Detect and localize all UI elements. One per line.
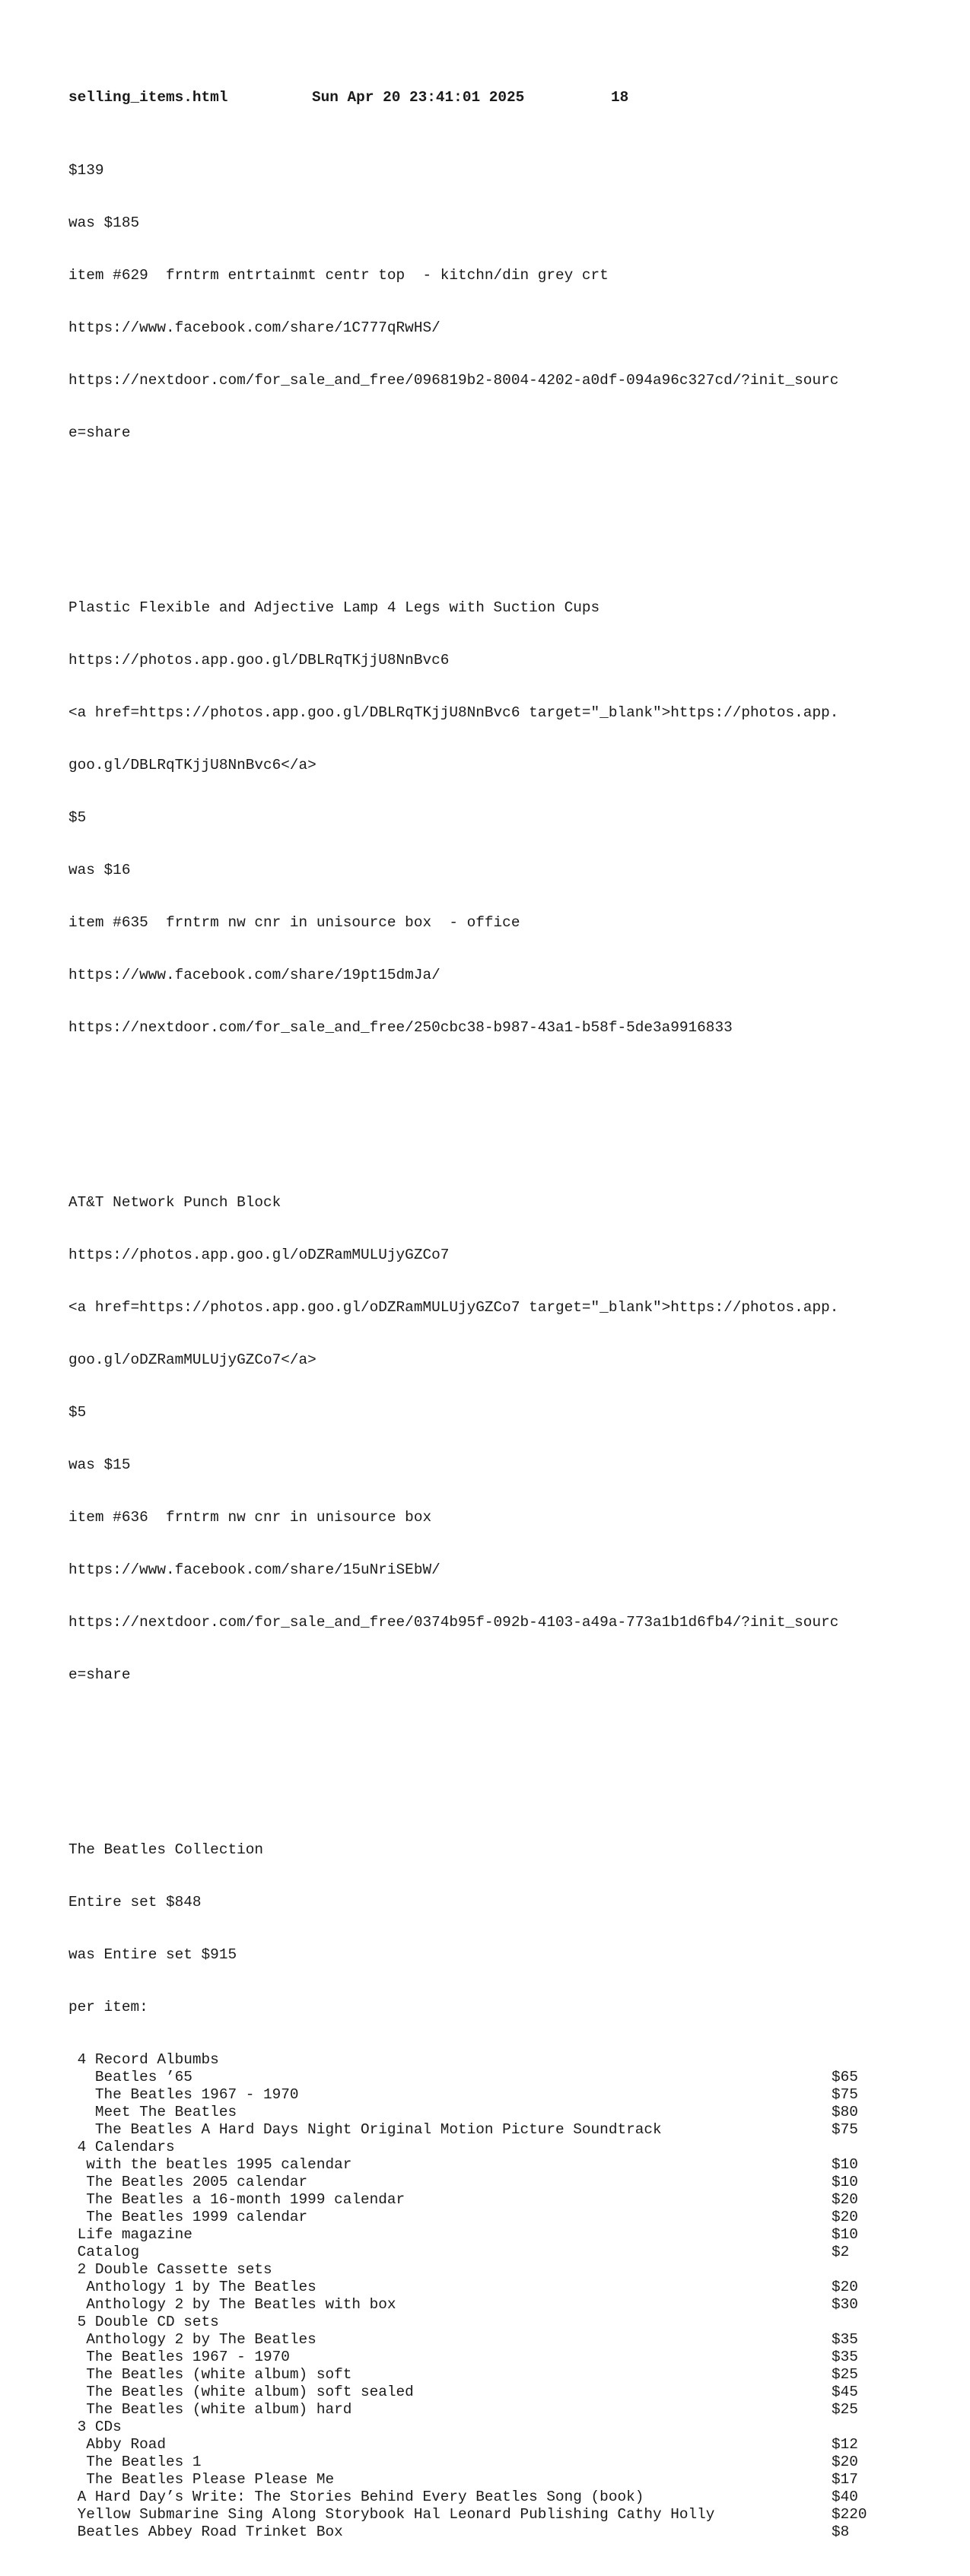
collection-item-price: $75 [832, 2121, 858, 2138]
collection-item-price: $8 [832, 2524, 850, 2540]
collection-item-row [68, 2121, 913, 2139]
anchor-html-cont: goo.gl/oDZRamMULUjyGZCo7</a> [68, 1352, 316, 1368]
collection-item-label: 4 Record Albumbs [68, 2051, 219, 2068]
listing-item-number: item #629 frntrm entrtainmt centr top - kitchn/din grey crt [68, 267, 609, 284]
collection-item-row [68, 2506, 913, 2524]
nextdoor-link-cont: e=share [68, 424, 131, 441]
listing-was-price: was $15 [68, 1456, 131, 1473]
collection-item-label: Anthology 1 by The Beatles [68, 2279, 316, 2295]
collection-item-label: 4 Calendars [68, 2139, 175, 2155]
collection-item-price: $10 [832, 2174, 858, 2190]
collection-item-label: Anthology 2 by The Beatles [68, 2331, 316, 2348]
collection-item-row [68, 2454, 913, 2471]
collection-item-price: $20 [832, 2279, 858, 2295]
collection-set-price: Entire set $848 [68, 1894, 202, 1911]
collection-item-row [68, 2209, 913, 2226]
print-header [68, 85, 913, 110]
collection-item-price: $20 [832, 2209, 858, 2225]
collection-item-price: $20 [832, 2454, 858, 2470]
nextdoor-link: https://nextdoor.com/for_sale_and_free/096819b2-8004-4202-a0df-094a96c327cd/?init_sourc [68, 372, 839, 389]
collection-item-label: The Beatles (white album) soft [68, 2366, 352, 2383]
collection-item-label: Meet The Beatles [68, 2104, 237, 2120]
per-item-heading: per item: [68, 1999, 148, 2015]
collection-item-row [68, 2296, 913, 2314]
collection-was-price: was Entire set $915 [68, 1946, 237, 1963]
collection-item-list [68, 2051, 913, 2541]
collection-item-label: Anthology 2 by The Beatles with box [68, 2296, 396, 2313]
listing-price: $139 [68, 162, 104, 179]
collection-item-price: $25 [832, 2366, 858, 2383]
collection-item-label: Life magazine [68, 2226, 192, 2243]
collection-item-price: $17 [832, 2471, 858, 2488]
collection-item-row [68, 2051, 913, 2069]
collection-item-row [68, 2524, 913, 2541]
collection-item-row [68, 2191, 913, 2209]
collection-item-row [68, 2471, 913, 2489]
collection-item-price: $220 [832, 2506, 867, 2523]
collection-item-row [68, 2279, 913, 2296]
facebook-link: https://www.facebook.com/share/19pt15dmJa/ [68, 967, 440, 983]
collection-item-price: $35 [832, 2349, 858, 2365]
collection-item-row [68, 2331, 913, 2349]
header-filename: selling_items.html [68, 89, 228, 106]
collection-item-row [68, 2244, 913, 2261]
collection-item-price: $20 [832, 2191, 858, 2208]
collection-item-price: $2 [832, 2244, 850, 2260]
collection-item-label: Catalog [68, 2244, 140, 2260]
nextdoor-link: https://nextdoor.com/for_sale_and_free/0374b95f-092b-4103-a49a-773a1b1d6fb4/?init_sourc [68, 1614, 839, 1631]
collection-item-label: The Beatles 1 [68, 2454, 202, 2470]
listing-title: Plastic Flexible and Adjective Lamp 4 Legs with Suction Cups [68, 599, 600, 616]
collection-item-label: The Beatles a 16-month 1999 calendar [68, 2191, 405, 2208]
printed-page [68, 85, 913, 2576]
collection-item-price: $65 [832, 2069, 858, 2085]
collection-item-price: $45 [832, 2384, 858, 2400]
facebook-link: https://www.facebook.com/share/15uNriSEbW/ [68, 1561, 440, 1578]
collection-item-row [68, 2366, 913, 2384]
photo-link: https://photos.app.goo.gl/oDZRamMULUjyGZCo7 [68, 1247, 450, 1263]
collection-item-row [68, 2086, 913, 2104]
facebook-link: https://www.facebook.com/share/1C777qRwHS/ [68, 319, 440, 336]
collection-item-row [68, 2419, 913, 2436]
collection-item-label: The Beatles 1999 calendar [68, 2209, 308, 2225]
collection-item-label: The Beatles 1967 - 1970 [68, 2086, 299, 2103]
collection-item-row [68, 2174, 913, 2191]
collection-item-label: Beatles ’65 [68, 2069, 192, 2085]
nextdoor-link-cont: e=share [68, 1666, 131, 1683]
collection-item-label: A Hard Day’s Write: The Stories Behind Every Beatles Song (book) [68, 2489, 644, 2505]
collection-item-price: $10 [832, 2156, 858, 2173]
collection-item-label: The Beatles A Hard Days Night Original Motion Picture Soundtrack [68, 2121, 662, 2138]
header-page-number: 18 [611, 89, 629, 106]
listing-price: $5 [68, 1404, 87, 1421]
collection-item-price: $25 [832, 2401, 858, 2418]
listing-title: AT&T Network Punch Block [68, 1194, 281, 1211]
anchor-html: <a href=https://photos.app.goo.gl/oDZRamMULUjyGZCo7 target="_blank">https://photos.app. [68, 1299, 839, 1316]
listing-was-price: was $185 [68, 214, 140, 231]
collection-item-price: $35 [832, 2331, 858, 2348]
nextdoor-link: https://nextdoor.com/for_sale_and_free/250cbc38-b987-43a1-b58f-5de3a9916833 [68, 1019, 733, 1036]
anchor-html-cont: goo.gl/DBLRqTKjjU8NnBvc6</a> [68, 757, 316, 773]
collection-item-label: Beatles Abbey Road Trinket Box [68, 2524, 343, 2540]
collection-item-row [68, 2349, 913, 2366]
collection-item-label: The Beatles 1967 - 1970 [68, 2349, 290, 2365]
collection-item-price: $80 [832, 2104, 858, 2120]
collection-item-label: The Beatles 2005 calendar [68, 2174, 308, 2190]
collection-item-row [68, 2489, 913, 2506]
header-date: Sun Apr 20 23:41:01 2025 [312, 89, 525, 106]
collection-item-label: Abby Road [68, 2436, 166, 2453]
collection-item-label: 3 CDs [68, 2419, 122, 2435]
collection-item-label: The Beatles (white album) soft sealed [68, 2384, 414, 2400]
collection-item-row [68, 2156, 913, 2174]
listing-price: $5 [68, 809, 87, 826]
collection-title: The Beatles Collection [68, 1841, 263, 1858]
photo-link: https://photos.app.goo.gl/DBLRqTKjjU8NnBvc6 [68, 652, 450, 669]
collection-item-row [68, 2384, 913, 2401]
collection-item-row [68, 2401, 913, 2419]
collection-item-row [68, 2261, 913, 2279]
collection-item-label: 2 Double Cassette sets [68, 2261, 272, 2278]
listing-item-number: item #635 frntrm nw cnr in unisource box - office [68, 914, 520, 931]
document-body [68, 110, 913, 2576]
listing-was-price: was $16 [68, 862, 131, 878]
collection-item-row [68, 2104, 913, 2121]
collection-item-row [68, 2314, 913, 2331]
collection-item-price: $75 [832, 2086, 858, 2103]
collection-item-label: 5 Double CD sets [68, 2314, 219, 2330]
collection-item-price: $12 [832, 2436, 858, 2453]
listing-item-number: item #636 frntrm nw cnr in unisource box [68, 1509, 432, 1526]
collection-item-row [68, 2226, 913, 2244]
collection-item-label: The Beatles Please Please Me [68, 2471, 335, 2488]
collection-item-row [68, 2139, 913, 2156]
collection-item-label: with the beatles 1995 calendar [68, 2156, 352, 2173]
collection-item-price: $10 [832, 2226, 858, 2243]
collection-item-row [68, 2069, 913, 2086]
collection-item-row [68, 2436, 913, 2454]
anchor-html: <a href=https://photos.app.goo.gl/DBLRqTKjjU8NnBvc6 target="_blank">https://photos.app. [68, 704, 839, 721]
collection-item-label: The Beatles (white album) hard [68, 2401, 352, 2418]
collection-item-label: Yellow Submarine Sing Along Storybook Hal Leonard Publishing Cathy Holly [68, 2506, 715, 2523]
collection-item-price: $40 [832, 2489, 858, 2505]
collection-item-price: $30 [832, 2296, 858, 2313]
